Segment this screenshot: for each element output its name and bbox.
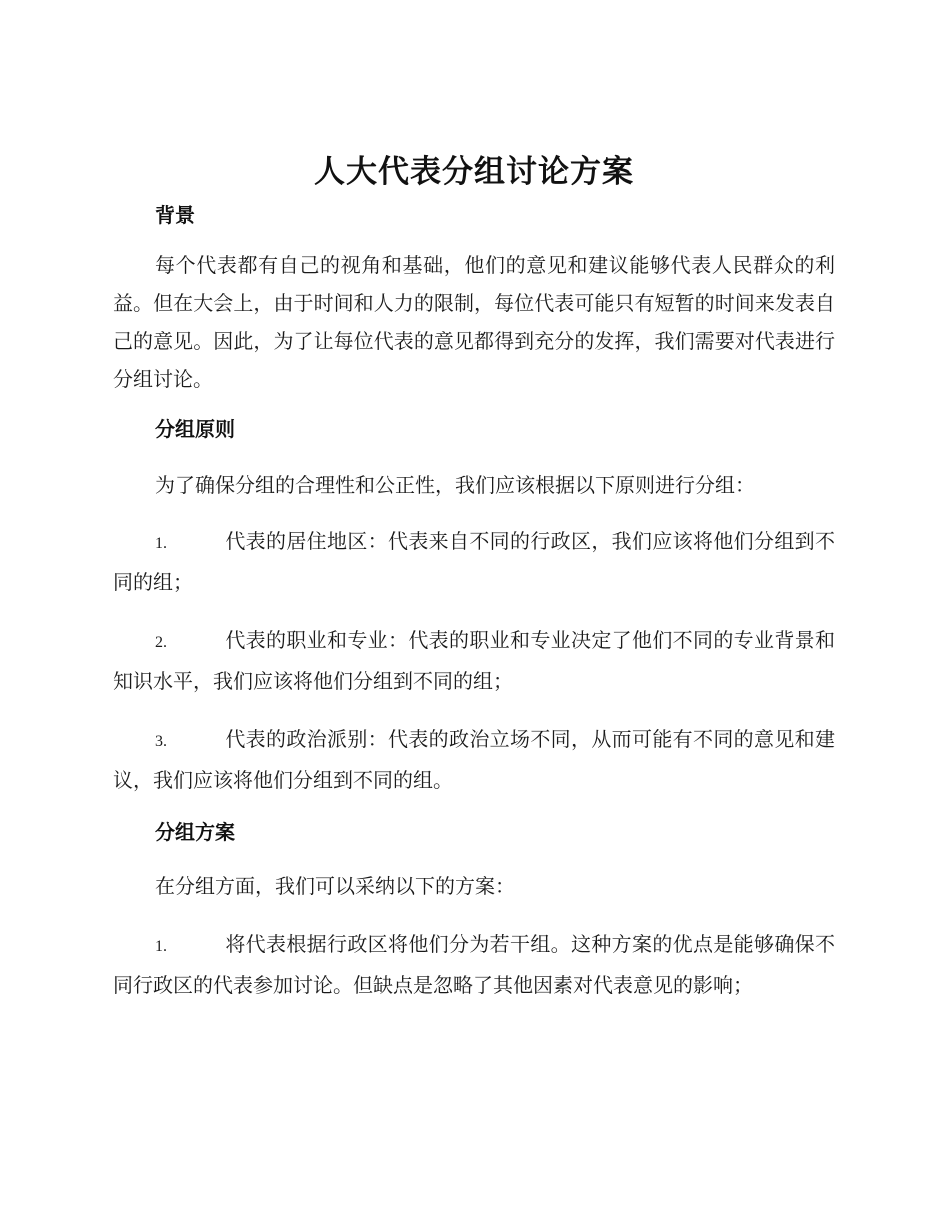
list-item-number: 2.	[155, 634, 167, 651]
list-item-number: 1.	[155, 938, 167, 955]
list-item-text: 代表的政治派别：代表的政治立场不同，从而可能有不同的意见和建议，我们应该将他们分组到不同的组。	[113, 727, 835, 792]
section-heading-grouping-plan: 分组方案	[155, 820, 235, 844]
grouping-plan-intro: 在分组方面，我们可以采纳以下的方案：	[155, 874, 515, 898]
section-heading-grouping-principles: 分组原则	[155, 417, 235, 441]
background-paragraph: 每个代表都有自己的视角和基础，他们的意见和建议能够代表人民群众的利益。但在大会上，由于时间和人力的限制，每位代表可能只有短暂的时间来发表自己的意见。因此，为了让每位代表的意见都得到充分的发挥，我们需要对代表进行分组讨论。	[113, 253, 835, 391]
list-item	[113, 925, 835, 1004]
list-item-number: 1.	[155, 535, 167, 552]
list-item	[113, 720, 835, 799]
document-title: 人大代表分组讨论方案	[314, 154, 634, 190]
list-item-number: 3.	[155, 733, 167, 750]
list-item-text: 代表的居住地区：代表来自不同的行政区，我们应该将他们分组到不同的组；	[113, 529, 835, 594]
list-item-text: 代表的职业和专业：代表的职业和专业决定了他们不同的专业背景和知识水平，我们应该将他们分组到不同的组；	[113, 628, 835, 693]
list-item-text: 将代表根据行政区将他们分为若干组。这种方案的优点是能够确保不同行政区的代表参加讨论。但缺点是忽略了其他因素对代表意见的影响；	[113, 932, 835, 997]
list-item	[113, 522, 835, 601]
grouping-principles-intro: 为了确保分组的合理性和公正性，我们应该根据以下原则进行分组：	[155, 473, 755, 497]
section-heading-background: 背景	[155, 203, 195, 227]
list-item	[113, 621, 835, 700]
